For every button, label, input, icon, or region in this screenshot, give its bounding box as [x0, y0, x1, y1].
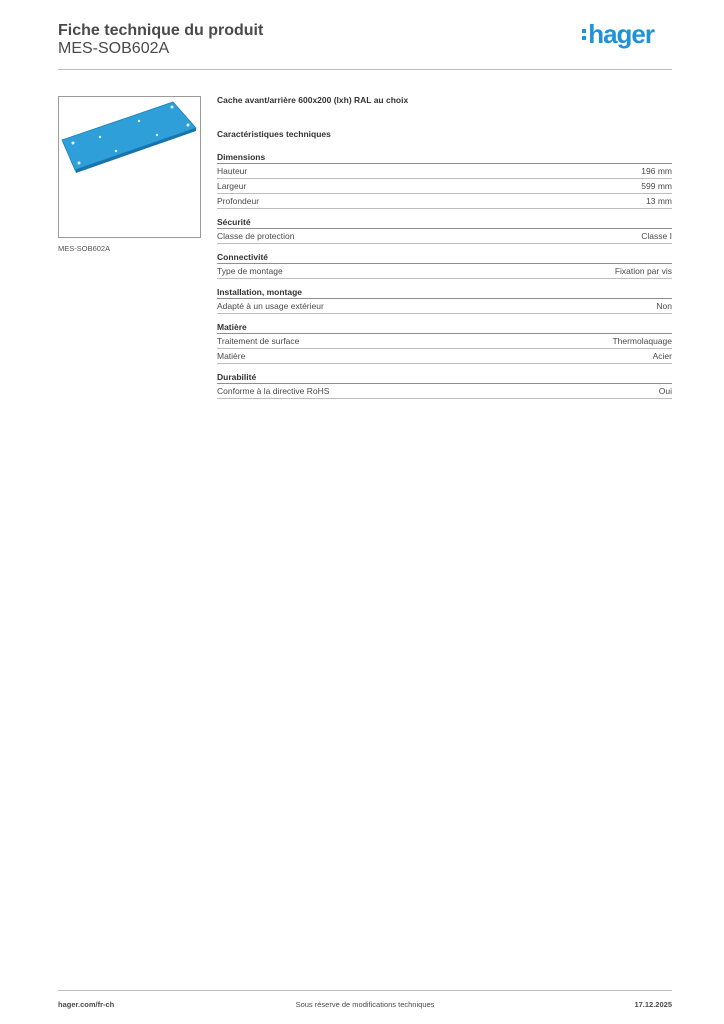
- footer-website-link[interactable]: hager.com/fr-ch: [58, 1000, 115, 1009]
- spec-value: Fixation par vis: [614, 266, 672, 276]
- spec-row: [217, 229, 672, 244]
- spec-value: Thermolaquage: [612, 336, 672, 346]
- spec-label: Classe de protection: [217, 231, 295, 241]
- product-image-frame: [58, 96, 201, 238]
- spec-group-title: Installation, montage: [217, 286, 672, 299]
- product-reference: MES-SOB602A: [58, 40, 170, 57]
- image-caption: MES-SOB602A: [58, 244, 111, 253]
- spec-group-title: Matière: [217, 321, 672, 334]
- product-description: Cache avant/arrière 600x200 (lxh) RAL au choix: [217, 95, 409, 105]
- specs-heading: Caractéristiques techniques: [217, 129, 331, 139]
- spec-row: [217, 334, 672, 349]
- spec-value: Oui: [658, 386, 672, 396]
- spec-label: Type de montage: [217, 266, 283, 276]
- spec-value: Non: [656, 301, 672, 311]
- page-header: [58, 19, 672, 70]
- footer-date: 17.12.2025: [634, 1000, 672, 1009]
- spec-label: Profondeur: [217, 196, 260, 206]
- spec-group-connectivite: [217, 251, 672, 279]
- spec-value: 13 mm: [646, 196, 672, 206]
- footer-notice: Sous réserve de modifications techniques: [295, 1000, 435, 1009]
- spec-group-title: Sécurité: [217, 216, 672, 229]
- product-details: [217, 95, 672, 406]
- spec-group-title: Dimensions: [217, 151, 672, 164]
- spec-label: Largeur: [217, 181, 247, 191]
- spec-group-installation: [217, 286, 672, 314]
- spec-value: 599 mm: [641, 181, 672, 191]
- document-title: Fiche technique du produit: [58, 22, 264, 39]
- spec-label: Hauteur: [217, 166, 248, 176]
- spec-group-durabilite: [217, 371, 672, 399]
- spec-value: Classe I: [641, 231, 672, 241]
- spec-value: 196 mm: [641, 166, 672, 176]
- spec-group-matiere: [217, 321, 672, 364]
- hager-logo: [582, 20, 654, 48]
- spec-row: [217, 194, 672, 209]
- page-footer: [58, 990, 672, 1014]
- spec-group-title: Connectivité: [217, 251, 672, 264]
- spec-group-title: Durabilité: [217, 371, 672, 384]
- blue-cover-plate-icon: [59, 97, 200, 237]
- spec-row: [217, 384, 672, 399]
- spec-label: Conforme à la directive RoHS: [217, 386, 330, 396]
- spec-row: [217, 299, 672, 314]
- spec-label: Adapté à un usage extérieur: [217, 301, 324, 311]
- spec-value: Acier: [652, 351, 672, 361]
- spec-label: Traitement de surface: [217, 336, 300, 346]
- spec-group-securite: [217, 216, 672, 244]
- spec-row: [217, 179, 672, 194]
- spec-row: [217, 164, 672, 179]
- spec-row: [217, 349, 672, 364]
- logo-mark-icon: [582, 29, 586, 40]
- logo-text: hager: [588, 19, 654, 49]
- spec-row: [217, 264, 672, 279]
- spec-label: Matière: [217, 351, 246, 361]
- spec-group-dimensions: [217, 151, 672, 209]
